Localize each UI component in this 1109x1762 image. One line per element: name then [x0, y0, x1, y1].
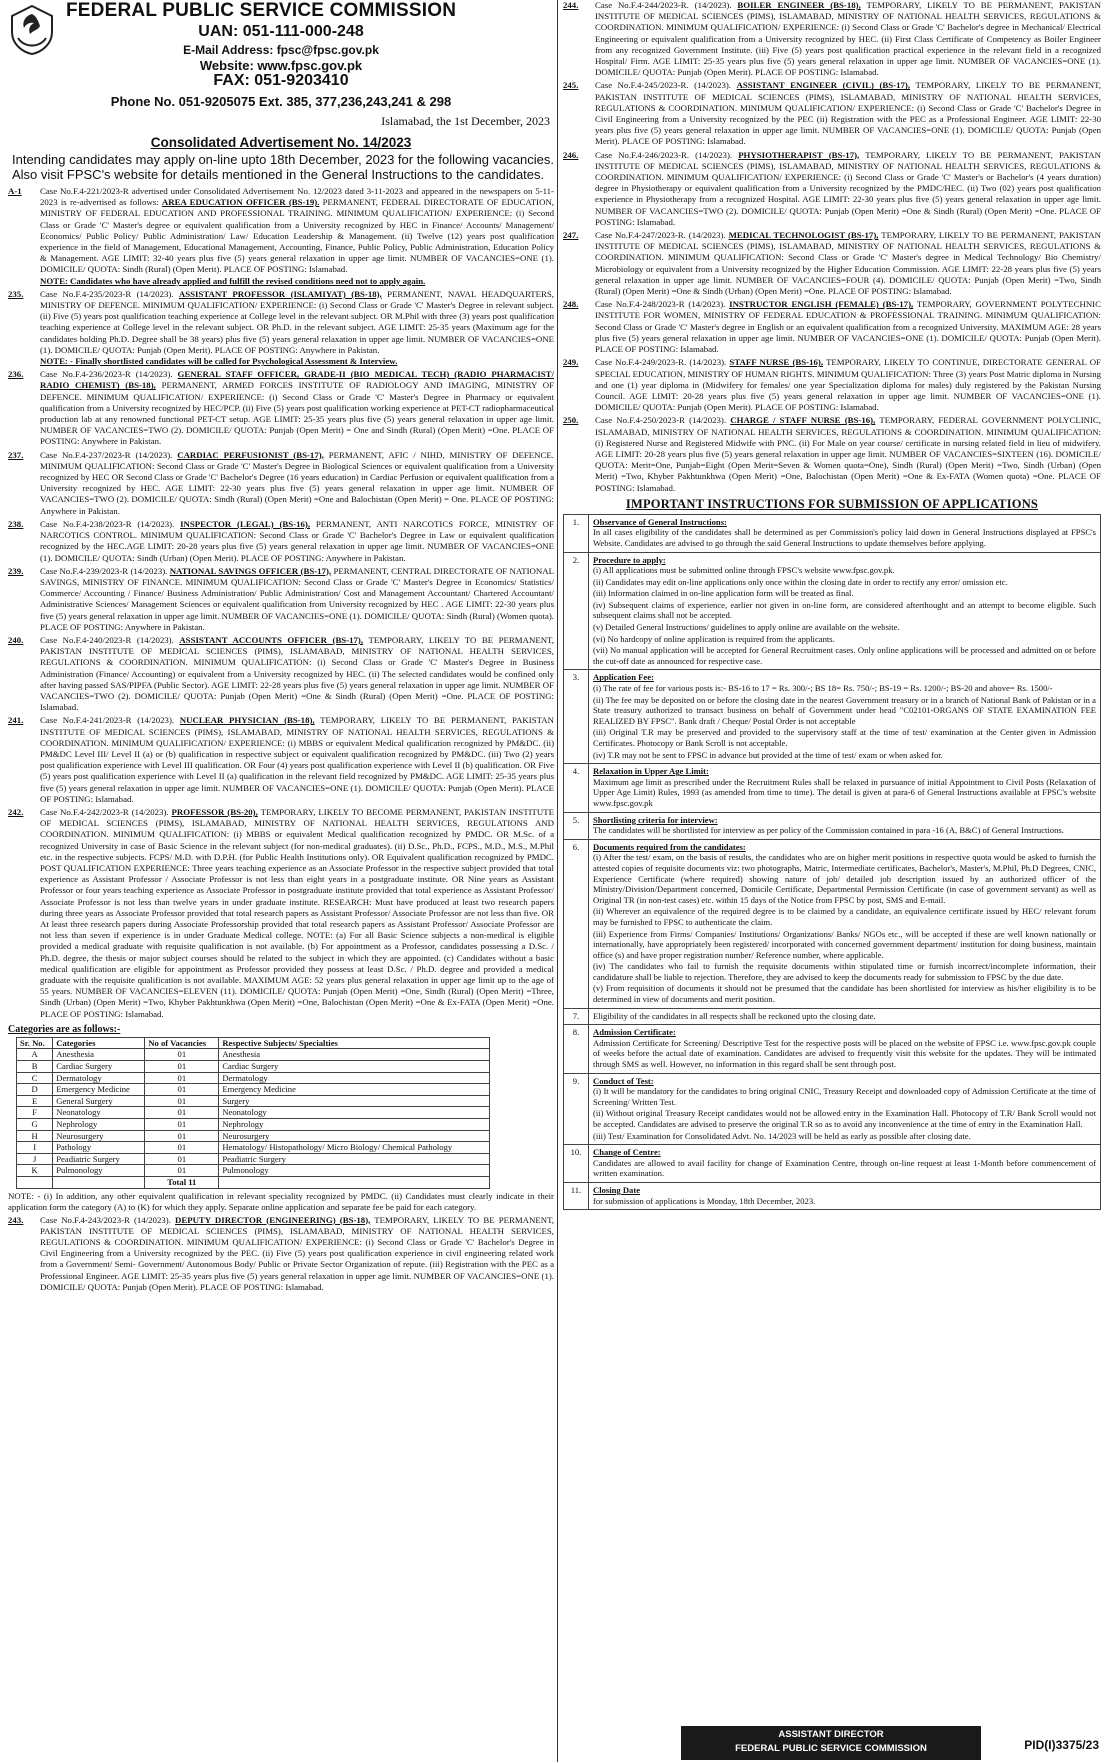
instruction-number: 5. [564, 812, 589, 839]
instruction-number: 3. [564, 670, 589, 764]
instruction-number: 6. [564, 839, 589, 1008]
instruction-section [564, 1182, 1101, 1209]
case-reference: Case No.F.4-244/2023-R. (14/2023). [595, 0, 738, 10]
table-row [17, 1153, 490, 1165]
post-title: INSPECTOR (LEGAL) (BS-16), [180, 518, 311, 529]
signature-block [681, 1726, 981, 1760]
left-post-list [8, 186, 554, 1020]
post-item [563, 80, 1101, 147]
table-cell: D [17, 1084, 53, 1096]
post-details: TEMPORARY, LIKELY TO BE PERMANENT, PAKISTAN INSTITUTE OF MEDICAL SCIENCES (PIMS), ISLAMABAD, MINISTRY OF NATIONAL HEALTH SERVICES, REGULATIONS & COORDINATION. MINIMUM QUALIFICATION: Second Class or Grade 'C' Master's degree in Medical Technology/ Bio Chemistry/ Microbiology or equivalent from a University recognized by the Higher Education Commission. AGE LIMIT: 22-28 years plus five (5) years general relaxation in upper age limit. NUMBER OF VACANCIES=FOUR (4). DOMICILE/ QUOTA: Punjab (Open Merit) =Two, Sindh (Rural) (Open Merit) =One & Sindh (Urban) (Open Merit) =One. PLACE OF POSTING: Islamabad. [595, 230, 1101, 297]
instruction-content [589, 1073, 1101, 1145]
case-reference: Case No.F.4-247/2023-R. (14/2023). [595, 230, 729, 241]
post-title: DEPUTY DIRECTOR (ENGINEERING) (BS-18), [174, 1214, 371, 1225]
column-header: No of Vacancies [145, 1037, 219, 1049]
table-cell: I [17, 1142, 53, 1154]
table-cell: Cardiac Surgery [219, 1061, 490, 1073]
instruction-text: (iii) Test/ Examination for Consolidated Advt. No. 14/2023 will be held as early as possible after closing date. [593, 1130, 971, 1141]
table-cell [219, 1176, 490, 1188]
post-text [595, 357, 1101, 413]
post-item [8, 807, 554, 1020]
table-cell: Nephrology [53, 1118, 145, 1130]
table-cell: Dermatology [53, 1072, 145, 1084]
table-cell: Peadiatric Surgery [53, 1153, 145, 1165]
table-cell: General Surgery [53, 1095, 145, 1107]
instructions-table [563, 514, 1101, 1210]
instruction-number: 11. [564, 1182, 589, 1209]
dateline: Islamabad, the 1st December, 2023 [381, 114, 550, 128]
table-cell: 01 [145, 1072, 219, 1084]
post-text [595, 150, 1101, 228]
instruction-text: In all cases eligibility of the candidates shall be determined as per Commission's policy laid down in General Instructions displayed at FPSC's Website. Candidates are advised to go through the said General Instructions to update themselves before applying. [593, 527, 1096, 548]
case-reference: Case No.F.4-238/2023-R (14/2023). [40, 518, 181, 529]
instruction-section [564, 670, 1101, 764]
pid-number: PID(I)3375/23 [1024, 1738, 1099, 1752]
post-number: 237. [8, 449, 24, 460]
table-row [17, 1130, 490, 1142]
post-item [8, 566, 554, 633]
instruction-content [589, 1145, 1101, 1183]
table-cell: Hematology/ Histopathology/ Micro Biology/ Chemical Pathology [219, 1142, 490, 1154]
instruction-number: 9. [564, 1073, 589, 1145]
table-cell: Cardiac Surgery [53, 1061, 145, 1073]
instruction-number: 1. [564, 514, 589, 552]
table-cell: H [17, 1130, 53, 1142]
post-details: TEMPORARY, GOVERNMENT POLYTECHNIC INSTITUTE FOR WOMEN, MINISTRY OF FEDERAL EDUCATION & PROFESSIONAL TRAINING. MINIMUM QUALIFICATION: Second Class or Grade 'C' Master's degree in English or an equivalent qualification from a recognized University. MAXIMUM AGE: 28 years plus five (5) years general relaxation in upper age limit. NUMBER OF VACANCIES=ONE (1). DOMICILE/ QUOTA: Punjab (Open Merit). PLACE OF POSTING: Islamabad. [595, 299, 1101, 355]
instructions-title: IMPORTANT INSTRUCTIONS FOR SUBMISSION OF APPLICATIONS [625, 496, 1039, 511]
instruction-text: Candidates are allowed to avail facility for change of Examination Centre, through on-line request at least 1-Month before commencement of written examination. [593, 1157, 1096, 1179]
case-reference: Case No.F.4-245/2023-R. (14/2023). [595, 80, 737, 91]
instruction-text: (ii) Without original Treasury Receipt candidates would not be allowed entry in the Examination Hall. Photocopy of T.R/ Bank Scroll would not be accepted. Candidates are advised to preserve the original T.R so as to avoid any inconvenience at the time of entry in the Examination Hall. [593, 1108, 1096, 1130]
case-reference: Case No.F.4-239/2023-R (14/2023). [40, 565, 170, 576]
table-cell: K [17, 1165, 53, 1177]
case-reference: Case No.F.4-237/2023-R (14/2023). [40, 449, 178, 460]
table-cell: F [17, 1107, 53, 1119]
instruction-heading: Documents required from the candidates: [593, 841, 746, 852]
post-item [563, 0, 1101, 78]
instruction-number: 4. [564, 764, 589, 812]
post-title: PHYSIOTHERAPIST (BS-17), [738, 149, 860, 160]
categories-notes: NOTE: - (i) In addition, any other equivalent qualification in relevant speciality recognized by PMDC. (ii) Candidates must clearly indicate in their application form the category (A) to (K) for which they apply. Separate online application and separate fee be paid for each category. [8, 1190, 554, 1212]
post-item [8, 369, 554, 447]
table-row [17, 1165, 490, 1177]
post-text [595, 0, 1101, 78]
instruction-text: Admission Certificate for Screening/ Descriptive Test for the respective posts will be placed on the website of FPSC i.e. www.fpsc.gov.pk couple of weeks before the actual date of examination. Candidates are advised to frequently visit this website for the updates. They will be intimated through SMS as well. However, no information in this regard shall be sent through post. [593, 1037, 1096, 1070]
post-text [40, 715, 554, 805]
table-cell: 01 [145, 1049, 219, 1061]
table-cell: Anesthesia [219, 1049, 490, 1061]
instruction-text: (i) The rate of fee for various posts is:- BS-16 to 17 = Rs. 300/-; BS 18= Rs. 750/-; BS-19 = Rs. 1200/-; BS-20 and above= Rs. 1500/- [593, 683, 1053, 694]
instruction-text: (iv) The candidates who fail to furnish the requisite documents within stipulated time or furnish incorrect/incomplete information, their candidature shall be liable to rejection. Therefore, they are advised to keep the documents ready for submission to FPSC by the due date. [593, 961, 1096, 982]
instruction-text: (iv) T.R may not be sent to FPSC in advance but provided at the time of test/ exam or when asked for. [593, 749, 943, 760]
instruction-heading: Change of Centre: [593, 1147, 661, 1158]
table-cell: Pathology [53, 1142, 145, 1154]
instruction-heading: Procedure to apply: [593, 554, 666, 565]
instruction-heading: Application Fee: [593, 672, 654, 683]
instruction-text: (i) All applications must be submitted online through FPSC's website www.fpsc.gov.pk. [593, 565, 895, 576]
table-cell: Peadiatric Surgery [219, 1153, 490, 1165]
post-title: NATIONAL SAVINGS OFFICER (BS-17), [169, 565, 332, 576]
instruction-section [564, 1145, 1101, 1183]
table-cell: 01 [145, 1130, 219, 1142]
table-cell: Pulmonology [219, 1165, 490, 1177]
table-cell: J [17, 1153, 53, 1165]
instruction-content [589, 764, 1101, 812]
instruction-section [564, 1025, 1101, 1073]
post-title: STAFF NURSE (BS-16), [729, 357, 824, 368]
email-address: E-Mail Address: fpsc@fpsc.gov.pk [183, 43, 379, 57]
post-number: 246. [563, 149, 579, 160]
post-number: 241. [8, 715, 24, 726]
post-details: TEMPORARY, LIKELY TO BECOME PERMANENT, PAKISTAN INSTITUTE OF MEDICAL SCIENCES (PIMS), ISLAMABAD, MINISTRY OF NATIONAL HEALTH SERVICES, REGULATIONS AND COORDINATION. MINIMUM QUALIFICATION: (i) MBBS or equivalent Medical qualification recognized by PMDC. OR M.Sc. of a recognized University in case of Basic Science in the relevant subject (for non-medical graduates). (ii) D.Sc., Ph.D., FCPS., M.D., M.S., M.Phil etc. in the respective subjects. FCPS/ M.D. with D.P.H. (for Public Health Institutions only). OR Equivalent qualification recognized by PMDC. POST QUALIFICATION EXPERIENCE: Three years teaching experience as an Associate Professor in the respective subject provided that total experience as Assistant Professor / Associate Professor is not less than eight years in a postgraduate institute. OR Nine years as Assistant Professor or four years teaching experience as Associate Professor in postgraduate institute provided that total experience as Assistant Professor/ Associate Professor is not less than twelve years in under graduate institute. RESEARCH: Must have produced at least two research papers during three years as Associate Professor provided that total research papers as Assistant Professor/ Associate Professor are not less than five. OR At least three research papers during Associate Professorship provided that total research papers as Assistant Professor/ Associate Professor are not less than seven if experience is in under Graduate Medical college. NOTE: (a) For all Basic Science subjects a non-medical is eligible provided a medical graduate with requisite qualification is not available. (b) For appointment as a Professor, candidates possessing a D.Sc. / Ph.D. degree, the thesis or major subject courses should be related to the subject in which they are appointed. (c) Candidates without a basic medical qualification are eligible for appointment as Professor provided they possess at least D.Sc. / Ph.D. degree and provided a medical graduate with the requisite qualification is not available. MAXIMUM AGE: 52 years plus general relaxation in upper age limit up to the age of 55 years. NUMBER OF VACANCIES=ELEVEN (11). DOMICILE/ QUOTA: Punjab (Open Merit) =One, Sindh (Rural) (Open Merit) =Three, Sindh (Urban) (Open Merit) =Two, Khyber Pakhtunkhwa (Open Merit) =One, Balochistan (Open Merit) =One & Ex-FATA (Open Merit) =One. PLACE OF POSTING: Islamabad. [40, 806, 554, 1019]
signatory-office: FEDERAL PUBLIC SERVICE COMMISSION [735, 1743, 927, 1754]
website-address: Website: www.fpsc.gov.pk [199, 58, 363, 73]
total-cell [145, 1176, 219, 1188]
fax-number: FAX: 051-9203410 [213, 72, 349, 89]
post-item [8, 1215, 554, 1293]
post-text [595, 415, 1101, 493]
instruction-text: (iii) Experience from Firms/ Companies/ Institutions/ Organizations/ Banks/ NGOs etc., will be accepted if these are well known nationally or internationally, have appropriately been registered/ incorporated with concerned government department/ institution for doing business, maintain office (s) and have proper registration number/ Reference number, where applicable. [593, 928, 1096, 960]
table-cell: A [17, 1049, 53, 1061]
table-cell: 01 [145, 1084, 219, 1096]
column-header: Respective Subjects/ Specialties [219, 1037, 490, 1049]
table-cell: 01 [145, 1142, 219, 1154]
instruction-number: 10. [564, 1145, 589, 1183]
total-value: 11 [188, 1176, 197, 1187]
post-details: PERMANENT, ANTI NARCOTICS FORCE, MINISTRY OF NARCOTICS CONTROL. MINIMUM QUALIFICATION: Second Class or Grade 'C' Bachelor's Degree in Law or equivalent qualification recognized by the HEC.AGE LIMIT: 20-28 years plus five (5) years general relaxation in upper age limit. NUMBER OF VACANCIES=ONE (1). DOMICILE/ QUOTA: Sindh (Urban) (Open Merit). PLACE OF POSTING: Anywhere in Pakistan. [40, 518, 554, 563]
instruction-text: (vii) No manual application will be accepted for General Recruitment cases. Only online applications will be processed and admitted on or before the cut-off date as announced for respective case. [593, 645, 1096, 666]
case-reference: Case No.F.4-221/2023-R advertised under Consolidated Advertisement No. 12/2023 dated 3-11-2023 and appeared in the newspapers on 5-11-2023 is re-advertised as follows: [40, 186, 554, 208]
case-reference: Case No.F.4-249/2023-R. (14/2023). [595, 357, 730, 368]
instruction-text: (ii) Wherever an equivalence of the required degree is to be claimed by a candidate, an equivalence certificate issued by HEC/ relevant forum may be furnished to FPSC to authenticate the claim. [593, 906, 1096, 927]
table-cell: 01 [145, 1153, 219, 1165]
categories-title: Categories are as follows:- [8, 1023, 121, 1035]
case-reference: Case No.F.4-242/2023-R (14/2023). [40, 806, 172, 817]
case-reference: Case No.F.4-250/2023-R (14/2023). [595, 415, 731, 426]
post-text [40, 186, 554, 276]
instruction-text: (i) It will be mandatory for the candidates to bring original CNIC, Treasury Receipt and downloaded copy of Admission Certificate at the time of Screening/ Written Test. [593, 1086, 1096, 1107]
left-column [8, 0, 554, 1762]
post-item [8, 186, 554, 287]
table-row [17, 1095, 490, 1107]
instruction-text: (ii) Candidates may edit on-line applications only once within the closing date in order to rectify any error/ omission etc. [593, 576, 1008, 587]
post-title: ASSISTANT ENGINEER (CIVIL) (BS-17), [736, 80, 911, 91]
table-cell: Pulmonology [53, 1165, 145, 1177]
table-cell: B [17, 1061, 53, 1073]
right-post-list [563, 0, 1101, 494]
post-title: GENERAL STAFF OFFICER, GRADE-II (BIO MEDICAL TECH) (RADIO PHARMACIST/ RADIO CHEMIST) (BS-18), [40, 369, 554, 391]
post-number: 244. [563, 0, 579, 10]
instruction-section [564, 552, 1101, 670]
table-cell: Anesthesia [53, 1049, 145, 1061]
instruction-section [564, 812, 1101, 839]
table-row [17, 1084, 490, 1096]
instruction-text: (vi) No hardcopy of online application is required from the applicants. [593, 633, 835, 644]
post-details: TEMPORARY, LIKELY TO BE PERMANENT, PAKISTAN INSTITUTE OF MEDICAL SCIENCES (PIMS), ISLAMABAD, MINISTRY OF NATIONAL HEALTH SERVICES, REGULATIONS & COORDINATION. MINIMUM QUALIFICATION/ EXPERIENCE: (i) Second Class or Grade 'C' Bachelor's degree in Mechanical/ Electrical Engineering or equivalent qualification from a University recognized by HEC. (ii) First Class Certificate of Competency as Boiler Engineer from any recognized Government Institute. (iii) Five (5) years post qualification practical experience in the relevant field in a recognized Hospital/ Firm. AGE LIMIT: 25-35 years plus five (5) years general relaxation in upper age limit. NUMBER OF VACANCIES=ONE (1). DOMICILE/ QUOTA: Punjab (Open Merit). PLACE OF POSTING: Islamabad. [595, 0, 1101, 78]
post-title: AREA EDUCATION OFFICER (BS-19). [161, 197, 320, 208]
post-number: 248. [563, 299, 579, 310]
post-details: PERMANENT, AFIC / NIHD, MINISTRY OF DEFENCE. MINIMUM QUALIFICATION: Second Class or Grade 'C' Master's Degree in Biological Sciences or equivalent qualification from a University recognized by HEC OR Second Class or Grade 'C' Bachelor's Degree (16 years education) in Cardiac Perfusion or equivalent qualification from a University recognized by HEC. AGE LIMIT: 22-30 years plus five (5) years general relaxation in upper age limit. NUMBER OF VACANCIES=TWO (2). DOMICILE/ QUOTA: Sindh (Rural) (Open Merit) =One and Balochistan (Open Merit) = One. PLACE OF POSTING: Anywhere in Pakistan. [40, 449, 554, 516]
case-reference: Case No.F.4-243/2023-R (14/2023). [40, 1214, 175, 1225]
column-header: Categories [53, 1037, 145, 1049]
instruction-section [564, 839, 1101, 1008]
post-title: ASSISTANT ACCOUNTS OFFICER (BS-17), [179, 634, 364, 645]
categories-header-row [17, 1037, 490, 1049]
instruction-content [589, 839, 1101, 1008]
instruction-content [589, 1008, 1101, 1025]
post-details: TEMPORARY, LIKELY TO BE PERMANENT, PAKISTAN INSTITUTE OF MEDICAL SCIENCES (PIMS), ISLAMABAD, MINISTRY OF NATIONAL HEALTH SERVICES, REGULATIONS & COORDINATION. MINIMUM QUALIFICATION/ EXPERIENCE: (i) Second Class or Grade 'C' Bachelor's Degree in Civil Engineering from a University recognized by the PEC. (ii) Five (5) years post qualification experience in civil engineering related work from a Government/ Semi- Government/ Autonomous Body/ Public or Private Sector Organization of repute. (iii) Registration with the PEC as a Professional Engineer. AGE LIMIT: 25-35 years plus five (5) years general relaxation in upper age limit. NUMBER OF VACANCIES=ONE (1). DOMICILE/ QUOTA: Punjab (Open Merit). PLACE OF POSTING: Islamabad. [40, 1214, 554, 1292]
intro-paragraph: Intending candidates may apply on-line upto 18th December, 2023 for the following vacancies. Also visit FPSC's website for details mentioned in the General Instructions to the candidates. [12, 152, 554, 182]
instruction-content [589, 1025, 1101, 1073]
post-details: PERMANENT, NAVAL HEADQUARTERS, MINISTRY OF DEFENCE. MINIMUM QUALIFICATION/ EXPERIENCE: (i) Second Class or Grade 'C' Master's Degree in relevant subject. (ii) Five (5) years post qualification teaching experience at College level in the relevant subject. OR M.Phil with three (3) years post qualification teaching experience at College level in the relevant subject. OR Ph.D. in the relevant subject. AGE LIMIT: 25-35 years (Maximum age for the candidates holding Ph.D. Degree shall be 38 years) plus five (5) years general relaxation in upper age limit. NUMBER OF VACANCIES=ONE (1). DOMICILE/ QUOTA: Punjab (Open Merit). PLACE OF POSTING: Anywhere in Pakistan. [40, 288, 554, 355]
post-item [563, 415, 1101, 493]
instruction-heading: Admission Certificate: [593, 1027, 676, 1038]
post-item [563, 150, 1101, 228]
table-row [17, 1142, 490, 1154]
commission-title: FEDERAL PUBLIC SERVICE COMMISSION [66, 0, 457, 21]
instruction-section [564, 1008, 1101, 1025]
table-row [17, 1107, 490, 1119]
post-title: ASSISTANT PROFESSOR (ISLAMIYAT) (BS-18), [178, 288, 382, 299]
post-details: TEMPORARY, LIKELY TO BE PERMANENT, PAKISTAN INSTITUTE OF MEDICAL SCIENCES (PIMS), ISLAMABAD, MINISTRY OF NATIONAL HEALTH SERVICES, REGULATIONS & COORDINATION. MINIMUM QUALIFICATION: (i) Second Class or Grade 'C' Master's Degree in Business Administration (Finance/ Accounting) or equivalent from a University recognized by HEC. (ii) The selected candidates would be confined only after having passed SAS/PIPFA (Public Sector). AGE LIMIT: 22-28 years plus five (5) years general relaxation in upper age limit. NUMBER OF VACANCIES=TWO (2). DOMICILE/ QUOTA: Punjab (Open Merit) =One & Sindh (Rural) (Open Merit) =One. PLACE OF POSTING: Islamabad. [40, 634, 554, 713]
post-item [563, 230, 1101, 297]
signatory-title: ASSISTANT DIRECTOR [778, 1729, 884, 1740]
instruction-content [589, 552, 1101, 670]
post-243 [8, 1215, 554, 1293]
case-reference: Case No.F.4-246/2023-R. (14/2023). [595, 149, 739, 160]
post-details: PERMANENT, CENTRAL DIRECTORATE OF NATIONAL SAVINGS, MINISTRY OF FINANCE. MINIMUM QUALIFICATION: Second Class or Grade 'C' Master's Degree in Economics/ Statistics/ Commerce/ Accounting / Finance/ Business Administration/ Public Administration/ Cost and Management Accountant/ Chartered Accountant/ Administrative Sciences/ Management Sciences or equivalent qualification from University recognized by HEC . AGE LIMIT: 22-30 years plus five (5) years general relaxation in upper age limit. NUMBER OF VACANCIES=ONE (1). DOMICILE/ QUOTA: Sindh (Rural) (Women quota). PLACE OF POSTING: Anywhere in Pakistan. [40, 565, 554, 632]
total-row [17, 1176, 490, 1188]
instruction-heading: Conduct of Test: [593, 1075, 654, 1086]
instruction-section [564, 1073, 1101, 1145]
post-item [8, 715, 554, 805]
table-cell: Neonatology [53, 1107, 145, 1119]
column-divider [557, 0, 558, 1762]
instruction-text: (i) After the test/ exam, on the basis of results, the candidates who are on higher merit positions in respective quota would be asked to furnish the attested copies of requisite documents viz: two photographs, Matric, Intermediate certificates, Bachelor's, Master's, M.Phil, Ph.D Degrees, CNIC, Experience Certificate (where required) showing nature of job/ detailed job description issued by an authorized officer of the Ministry/Division/Department concerned, Domicile Certificate, Departmental Permission Certificate (in case of government servant) as well as Original TR (in non-test cases) etc. within 15 days of the Notice from FPSC by post, SMS and E-mail. [593, 852, 1096, 905]
case-reference: Case No.F.4-240/2023-R (14/2023). [40, 634, 180, 645]
instruction-content [589, 670, 1101, 764]
instruction-text: Maximum age limit as prescribed under the Recruitment Rules shall be relaxed in pursuance of initial Appointment to Civil Posts (Relaxation of Upper Age Limit) Rules, 1993 (as amended from time to time). The detail is given at para-6 of General Instructions available at FPSC's website www.fpsc.gov.pk [593, 776, 1096, 808]
total-label: Total [167, 1176, 189, 1187]
post-text [40, 519, 554, 564]
post-text [40, 289, 554, 356]
table-row [17, 1072, 490, 1084]
post-note: NOTE: Candidates who have already applied and fulfill the revised conditions need not to apply again. [40, 275, 426, 286]
table-cell: Neurosurgery [53, 1130, 145, 1142]
post-title: MEDICAL TECHNOLOGIST (BS-17), [728, 230, 879, 241]
instruction-content [589, 1182, 1101, 1209]
table-cell: Neonatology [219, 1107, 490, 1119]
instruction-heading: Closing Date [593, 1184, 641, 1195]
table-cell: Surgery [219, 1095, 490, 1107]
instruction-text: (v) From requisition of documents it should not be presumed that the candidate has been shortlisted for interview as his/her eligibility is to be determined in view of documents and merit position. [593, 983, 1096, 1005]
post-number: 249. [563, 357, 579, 368]
instruction-text: (iv) Subsequent claims of experience, earlier not given in on-line form, are considered afterthought and an attempt to become eligible. Such subsequent claims shall not be accepted. [593, 599, 1096, 621]
post-item [8, 450, 554, 517]
instruction-number: 7. [564, 1008, 589, 1025]
post-details: TEMPORARY, FEDERAL GOVERNMENT POLYCLINIC, ISLAMABAD, MINISTRY OF NATIONAL HEALTH SERVICES, REGULATIONS & COORDINATION. MINIMUM QUALIFICATION: (i) Registered Nurse and Registered Midwife with PNC. (ii) For Male on year course/ certificate in nursing related field in lieu of midwifery. AGE LIMIT: 20-28 years plus five (5) years general relaxation in upper age limit. NUMBER OF VACANCIES=SIXTEEN (16). DOMICILE/ QUOTA: Merit=One, Punjab=Eight (Open Merit=Seven & Women quota=One), Sindh (Rural) (Open Merit) =Two, Sindh (Urban) (Open Merit) =Two, Khyber Pakhtunkhwa (Open Merit) =One, Balochistan (Open Merit) =One & Ex-FATA (Women quota) =One. PLACE OF POSTING: Islamabad. [595, 415, 1101, 493]
table-cell: 01 [145, 1095, 219, 1107]
post-item [8, 635, 554, 713]
post-number: 236. [8, 369, 24, 380]
instruction-text: (iii) Original T.R may be preserved and provided to the supervisory staff at the time of test/ examination at the Center given in Admission Certificates. Photocopy or Bank Scroll is not acceptable. [593, 727, 1096, 749]
case-reference: Case No.F.4-235/2023-R (14/2023). [40, 288, 179, 299]
post-details: PERMANENT, FEDERAL DIRECTORATE OF EDUCATION, MINISTRY OF FEDERAL EDUCATION AND PROFESSIONAL TRAINING. MINIMUM QUALIFICATION/ EXPERIENCE: (i) Second Class or Grade 'C' Master's degree or equivalent qualification from a University recognized by HEC in Finance/ Accounts/ Management/ Economics/ Public Policy/ Public Administration/ Law/ Education Leadership & Management. (ii) Twelve (12) years post qualification experience in the field of Management, Educational Management, Accounting, Finance, Public Policy, Public Administration, Education Policy & Management. AGE LIMIT: 32-40 years plus five (5) years general relaxation in upper age limit. NUMBER OF VACANCIES=ONE (1). DOMICILE/ QUOTA: Sindh (Rural) (Open Merit). PLACE OF POSTING: Islamabad. [40, 197, 554, 275]
post-number: 250. [563, 415, 579, 426]
table-cell: 01 [145, 1118, 219, 1130]
table-cell: 01 [145, 1061, 219, 1073]
instruction-heading: Observance of General Instructions: [593, 516, 727, 527]
table-cell: Nephrology [219, 1118, 490, 1130]
post-title: CARDIAC PERFUSIONIST (BS-17), [177, 449, 324, 460]
post-note: NOTE: - Finally shortlisted candidates will be called for Psychological Assessment & Interview. [40, 356, 398, 367]
advertisement-title: Consolidated Advertisement No. 14/2023 [150, 135, 412, 150]
post-item [8, 289, 554, 367]
instruction-heading: Shortlisting criteria for interview: [593, 814, 718, 825]
instruction-heading: Relaxation in Upper Age Limit: [593, 766, 709, 777]
post-details: TEMPORARY, LIKELY TO BE PERMANENT, PAKISTAN INSTITUTE OF MEDICAL SCIENCES (PIMS), ISLAMABAD, MINISTRY OF NATIONAL HEALTH SERVICES, REGULATIONS & COORDINATION. MINIMUM QUALIFICATION/ EXPERIENCE: (i) MBBS or equivalent Medical qualification recognized by PM&DC. (ii) PM&DC Level III/ Level II (a) or (b) qualification in respective subject or equivalent qualification recognized by PM&DC. (iii) Two (2) years post qualification experience with Level III qualification. OR Four (4) years post qualification experience with Level II (b) qualification. OR Five (5) years post qualification experience with Level II (a) qualification in the relevant field recognized by PM&DC. AGE LIMIT: 25-35 years plus five (5) years general relaxation in upper age limit. NUMBER OF VACANCIES=ONE (1). DOMICILE/ QUOTA: Punjab (Open Merit). PLACE OF POSTING: Islamabad. [40, 715, 554, 804]
table-cell: 01 [145, 1165, 219, 1177]
table-cell: 01 [145, 1107, 219, 1119]
instruction-number: 2. [564, 552, 589, 670]
post-item [563, 357, 1101, 413]
instruction-text: (iii) Information claimed in on-line application form will be treated as final. [593, 588, 854, 599]
post-title: INSTRUCTOR ENGLISH (FEMALE) (BS-17), [729, 299, 914, 310]
categories-table [16, 1037, 490, 1189]
instruction-text: (v) Detailed General Instructions/ guidelines to apply online are available on the website. [593, 622, 900, 633]
post-text [40, 807, 554, 1020]
post-item [563, 299, 1101, 355]
post-title: BOILER ENGINEER (BS-18), [737, 0, 861, 10]
post-details: PERMANENT, ARMED FORCES INSTITUTE OF RADIOLOGY AND IMAGING, MINISTRY OF DEFENCE. MINIMUM QUALIFICATION/ EXPERIENCE: (i) Second Class or Grade 'C' Master's Degree in Pharmacy or equivalent qualification from a University recognized by HEC/PCP. (ii) Five (5) years post qualification working experience at PET-CT radiopharmaceutical production lab at any renowned functional PET-CT setup. AGE LIMIT: 25-35 years plus five (5) years general relaxation in upper age limit. NUMBER OF VACANCIES=TWO (2). DOMICILE/ QUOTA: Punjab (Open Merit) = One and Sindh (Rural) (Open Merit) =One. PLACE OF POSTING: Anywhere in Pakistan. [40, 380, 554, 447]
post-text [595, 80, 1101, 147]
table-cell: Neurosurgery [219, 1130, 490, 1142]
table-row [17, 1049, 490, 1061]
table-cell: G [17, 1118, 53, 1130]
post-number: 242. [8, 806, 24, 817]
post-number: 235. [8, 288, 24, 299]
post-text [595, 299, 1101, 355]
post-text [40, 566, 554, 633]
post-title: PROFESSOR (BS-20), [171, 806, 258, 817]
masthead [8, 0, 554, 135]
post-number: 243. [8, 1214, 24, 1225]
table-cell: C [17, 1072, 53, 1084]
table-row [17, 1061, 490, 1073]
post-number: 247. [563, 230, 579, 241]
right-column [563, 0, 1101, 1762]
case-reference: Case No.F.4-248/2023-R (14/2023). [595, 299, 730, 310]
instruction-content [589, 812, 1101, 839]
footer [563, 1726, 1101, 1762]
instruction-section [564, 764, 1101, 812]
post-text [40, 450, 554, 517]
table-row [17, 1118, 490, 1130]
post-item [8, 519, 554, 564]
post-title: NUCLEAR PHYSICIAN (BS-18), [179, 715, 315, 726]
table-cell [17, 1176, 53, 1188]
post-number: 245. [563, 80, 579, 91]
column-header: Sr. No. [17, 1037, 53, 1049]
table-cell: Emergency Medicine [53, 1084, 145, 1096]
instruction-text: (ii) The fee may be deposited on or before the closing date in the nearest Government treasury or in a branch of National Bank of Pakistan or in a State treasury authorized to transact business on behalf of Government under head "C02101-ORGANS OF STATE EXAMINATION FEE REALIZED BY FPSC". Bank draft / Cheque/ Postal Order is not acceptable [593, 694, 1096, 726]
uan-number: UAN: 051-111-000-248 [198, 23, 364, 40]
post-text [40, 635, 554, 713]
post-number: 238. [8, 518, 24, 529]
table-cell: Dermatology [219, 1072, 490, 1084]
post-number: 239. [8, 565, 24, 576]
post-details: TEMPORARY, LIKELY TO BE PERMANENT, PAKISTAN INSTITUTE OF MEDICAL SCIENCES (PIMS), ISLAMABAD, MINISTRY OF NATIONAL HEALTH SERVICES, REGULATIONS & COORDINATION. MINIMUM QUALIFICATION/ EXPERIENCE: (i) Second Class or Grade 'C' Master's or Bachelor's (4 years duration) degree in Physiotherapy or equivalent qualification from a University recognized by the PMDC/HEC. (ii) Two (02) years post qualification experience in Physiotherapy from a recognized Hospital. AGE LIMIT: 22-30 years plus five (5) years general relaxation in upper age limit. NUMBER OF VACANCIES=TWO (2). DOMICILE/ QUOTA: Punjab (Open Merit) =One & Sindh (Rural) (Open Merit) =One. PLACE OF POSTING: Islamabad. [595, 149, 1101, 227]
post-title: CHARGE / STAFF NURSE (BS-16), [730, 415, 876, 426]
instruction-text: Eligibility of the candidates in all respects shall be reckoned upto the closing date. [593, 1010, 876, 1021]
case-reference: Case No.F.4-236/2023-R (14/2023). [40, 369, 178, 380]
post-text [595, 230, 1101, 297]
phone-numbers: Phone No. 051-9205075 Ext. 385, 377,236,243,241 & 298 [110, 94, 452, 109]
instruction-content [589, 514, 1101, 552]
case-reference: Case No.F.4-241/2023-R (14/2023). [40, 715, 180, 726]
table-cell [53, 1176, 145, 1188]
table-cell: E [17, 1095, 53, 1107]
post-text [40, 1215, 554, 1293]
post-number: A-1 [8, 186, 22, 196]
instruction-number: 8. [564, 1025, 589, 1073]
instruction-text: for submission of applications is Monday, 18th December, 2023. [593, 1195, 816, 1206]
instruction-section [564, 514, 1101, 552]
instruction-text: The candidates will be shortlisted for interview as per policy of the Commission contained in para -16 (A, B&C) of General Instructions. [593, 825, 1064, 836]
post-details: TEMPORARY, LIKELY TO BE PERMANENT, PAKISTAN INSTITUTE OF MEDICAL SCIENCES (PIMS), ISLAMABAD, MINISTRY OF NATIONAL HEALTH SERVICES, REGULATIONS & COORDINATION. MINIMUM QUALIFICATION/ EXPERIENCE: (i) Second Class or Grade 'C' Bachelor's Degree in Civil Engineering from a University recognized by the PEC (ii) Registration with the PEC as a Professional Engineer. AGE LIMIT: 22-30 years plus five (5) years general relaxation in upper age limit. NUMBER OF VACANCIES=ONE (1). DOMICILE/ QUOTA: Punjab (Open Merit). PLACE OF POSTING: Islamabad. [595, 80, 1101, 147]
post-text [40, 369, 554, 447]
post-number: 240. [8, 634, 24, 645]
post-details: TEMPORARY, LIKELY TO CONTINUE, DIRECTORATE GENERAL OF SPECIAL EDUCATION, MINISTRY OF HUMAN RIGHTS. MINIMUM QUALIFICATION: Three (3) years Post Matric diploma in Nursing and one (1) year diploma in (Midwifery for females/ one year Specialization diploma for males) duly registered by the Pakistan Nursing Council. AGE LIMIT: 20-28 years plus five (5) years general relaxation in upper age limit. NUMBER OF VACANCIES=ONE (1). DOMICILE/ QUOTA: Punjab (Open Merit). PLACE OF POSTING: Islamabad. [595, 357, 1101, 413]
table-cell: Emergency Medicine [219, 1084, 490, 1096]
